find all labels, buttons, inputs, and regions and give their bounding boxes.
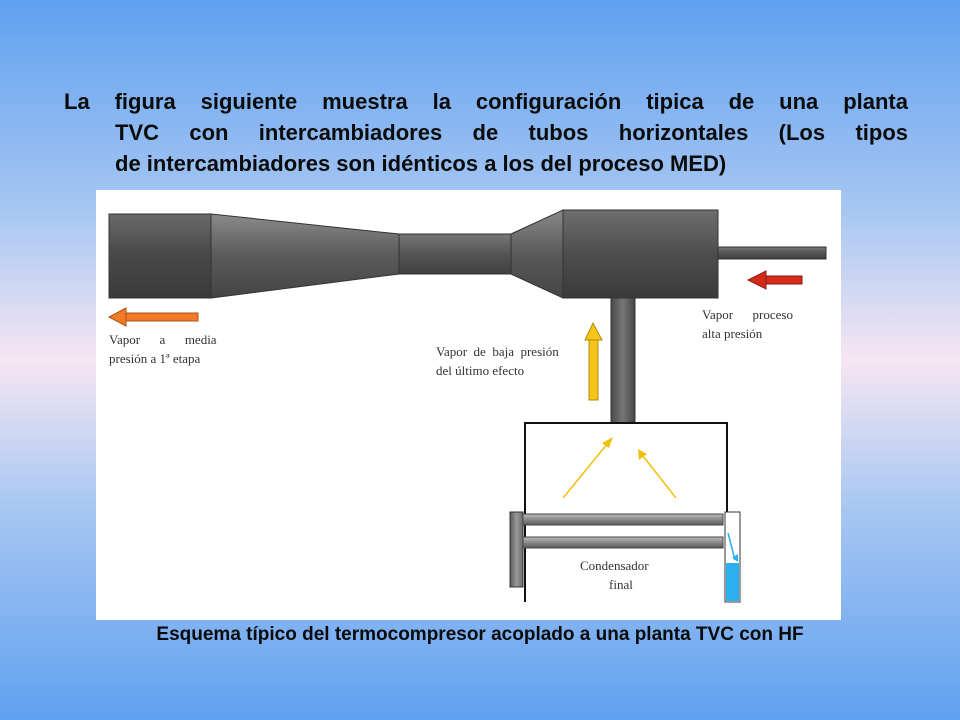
- low-pressure-label-line-1: Vapor de baja presión: [436, 344, 559, 359]
- condensate-level: [726, 563, 739, 601]
- outlet-label-line-2: presión a 1ª etapa: [109, 351, 201, 366]
- suction-pipe: [611, 298, 635, 423]
- mixing-throat: [399, 234, 511, 274]
- tube-sheet: [510, 512, 523, 587]
- motive-steam-nozzle: [718, 247, 826, 259]
- process-steam-label-line-1: Vapor proceso: [702, 307, 793, 322]
- outlet-steam-arrow: [109, 308, 198, 326]
- process-steam-arrow: [748, 271, 802, 289]
- condenser-label-line-1: Condensador: [580, 558, 649, 573]
- thermocompressor-diagram: [96, 190, 841, 620]
- outlet-cylinder: [109, 214, 211, 298]
- low-pressure-label-line-2: del último efecto: [436, 363, 525, 378]
- final-condenser: [510, 423, 740, 602]
- outlet-label-line-1: Vapor a media: [109, 332, 217, 347]
- figure-caption: Esquema típico del termocompresor acoplado a una planta TVC con HF: [156, 624, 804, 645]
- condenser-tube-upper: [523, 514, 723, 525]
- suction-cone: [511, 210, 563, 298]
- heading-line-2: TVC con intercambiadores de tubos horizontales (Los tipos: [115, 120, 908, 145]
- condenser-label-line-2: final: [609, 577, 633, 592]
- heading-line-3: de intercambiadores son idénticos a los del proceso MED): [115, 151, 727, 176]
- condenser-tube-lower: [523, 537, 723, 548]
- process-steam-label-line-2: alta presión: [702, 326, 763, 341]
- heading-line-1: La figura siguiente muestra la configuración tipica de una planta: [64, 89, 908, 114]
- vapor-arrows-in-condenser: [563, 437, 676, 498]
- suction-chamber: [563, 210, 718, 298]
- diffuser-cone: [211, 214, 399, 298]
- low-pressure-vapor-arrow: [585, 323, 602, 400]
- heading-text: [64, 86, 908, 179]
